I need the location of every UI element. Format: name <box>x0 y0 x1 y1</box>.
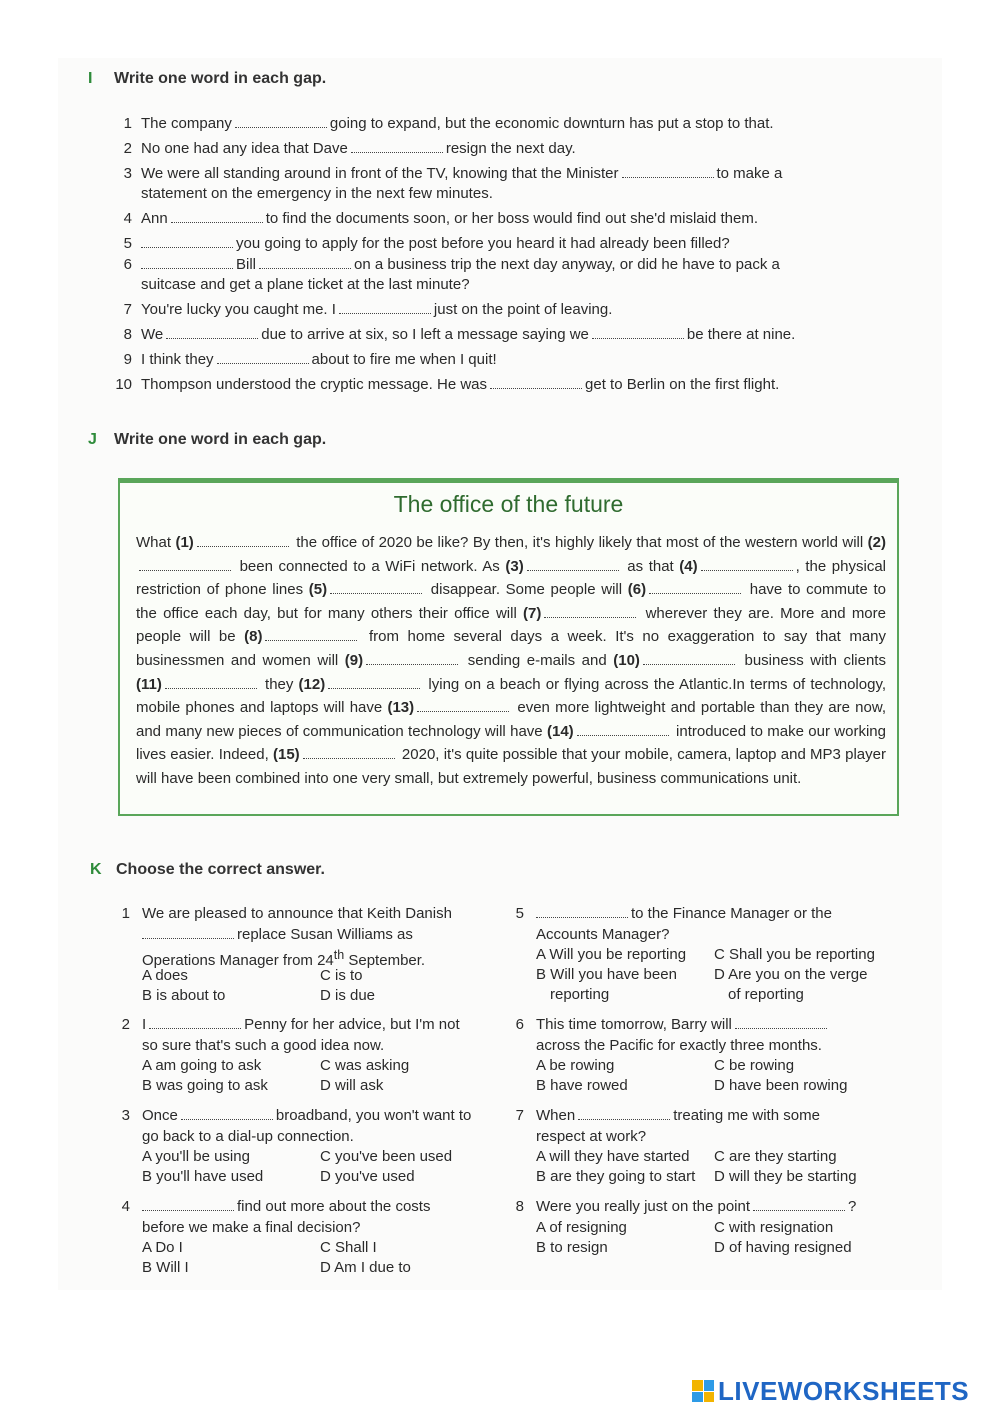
question-text: Penny for her advice, but I'm not <box>244 1016 460 1033</box>
section-letter: I <box>88 70 93 87</box>
question-text: before we make a final decision? <box>142 1218 361 1236</box>
passage-segment: 2020, it's quite possible that your mobile, camera, laptop and MP3 player will have been combined into one very small, but extremely powerful, business communications unit. <box>136 746 886 787</box>
section-letter: K <box>90 861 102 878</box>
question-text: Were you really just on the point <box>536 1198 751 1215</box>
question-number: 7 <box>515 1107 524 1124</box>
item-text: get to Berlin on the first flight. <box>585 376 780 393</box>
option-b[interactable]: B have rowed <box>536 1077 628 1094</box>
answer-gap[interactable] <box>577 722 669 736</box>
item-number: 3 <box>123 165 132 182</box>
option-d[interactable]: D have been rowing <box>714 1077 848 1094</box>
question-text: ? <box>848 1198 857 1215</box>
passage-segment: business with clients <box>737 651 886 669</box>
option-b[interactable]: B is about to <box>142 987 226 1004</box>
item-number: 10 <box>115 376 132 393</box>
answer-gap[interactable] <box>527 557 619 571</box>
item-number: 5 <box>123 235 132 252</box>
passage-segment: introduced to make our working lives easier. Indeed, <box>136 722 886 764</box>
question-number: 2 <box>121 1016 130 1033</box>
answer-gap[interactable] <box>141 234 233 248</box>
question-number: 4 <box>121 1198 130 1215</box>
answer-gap[interactable] <box>649 580 741 594</box>
item-text: No one had any idea that Dave <box>141 140 348 157</box>
passage-text <box>136 531 886 791</box>
gap-number: (13) <box>387 699 415 717</box>
question-text: Operations Manager from 24 <box>142 952 334 969</box>
gap-number: (7) <box>523 604 542 622</box>
item-text: Thompson understood the cryptic message. He was <box>141 376 488 393</box>
item-text: The company <box>141 115 232 132</box>
option-d[interactable]: D Am I due to <box>320 1259 411 1276</box>
answer-gap[interactable] <box>351 139 443 153</box>
gap-number: (15) <box>273 746 300 764</box>
passage-segment: the office of 2020 be like? By then, it's highly likely that most of the western world will <box>291 534 868 551</box>
option-c[interactable]: C you've been used <box>320 1148 453 1165</box>
answer-gap[interactable] <box>142 1197 234 1211</box>
answer-gap[interactable] <box>181 1106 273 1120</box>
answer-gap[interactable] <box>139 557 231 571</box>
logo-text: LIVEWORKSHEETS <box>718 1375 970 1406</box>
question-text: broadband, you won't want to <box>275 1107 472 1124</box>
section-j-heading <box>88 431 326 449</box>
option-c[interactable]: C are they starting <box>714 1148 837 1165</box>
question-number: 6 <box>515 1016 524 1033</box>
gap-number: (6) <box>627 581 647 599</box>
answer-gap[interactable] <box>166 325 258 339</box>
question-text: so sure that's such a good idea now. <box>142 1036 385 1054</box>
answer-gap[interactable] <box>149 1015 241 1029</box>
option-a[interactable]: A am going to ask <box>142 1057 262 1074</box>
answer-gap[interactable] <box>417 698 509 712</box>
option-b[interactable]: B you'll have used <box>142 1168 264 1185</box>
passage-segment: In terms of technology, mobile phones and laptops will have <box>136 675 886 717</box>
option-d[interactable]: D of having resigned <box>714 1239 852 1256</box>
reading-passage-box <box>118 478 899 816</box>
answer-gap[interactable] <box>622 164 714 178</box>
option-c[interactable]: C was asking <box>320 1057 410 1074</box>
gap-number: (10) <box>613 651 640 669</box>
item-number: 9 <box>123 351 132 368</box>
passage-segment: have to commute to the office each day, but for many others their office will <box>136 581 886 622</box>
item-number: 6 <box>123 256 132 273</box>
question-text: We are pleased to announce that Keith Danish <box>142 905 452 922</box>
option-a[interactable]: A you'll be using <box>142 1148 250 1165</box>
answer-gap[interactable] <box>165 675 257 689</box>
item-text: We were all standing around in front of the TV, knowing that the Minister <box>141 165 619 182</box>
item-number: 2 <box>123 140 132 157</box>
passage-segment: What <box>136 534 176 551</box>
answer-gap[interactable] <box>171 209 263 223</box>
passage-title: The office of the future <box>393 491 624 517</box>
question-text: September. <box>344 952 426 969</box>
section-instruction: Write one word in each gap. <box>114 431 327 448</box>
gap-number: (9) <box>344 651 364 669</box>
item-text: I think they <box>141 351 214 368</box>
option-c[interactable]: C with resignation <box>714 1219 834 1236</box>
option-a[interactable]: A Will you be reporting <box>536 946 687 963</box>
item-text: We <box>141 326 164 343</box>
gap-number: (2) <box>867 534 886 551</box>
item-text: due to arrive at six, so I left a message saying we <box>261 326 589 343</box>
answer-gap[interactable] <box>330 580 422 594</box>
answer-gap[interactable] <box>643 651 735 665</box>
passage-segment: as that <box>621 557 680 575</box>
answer-gap[interactable] <box>303 745 395 759</box>
passage-segment: they <box>259 675 299 693</box>
item-text: to make a <box>716 165 783 182</box>
item-text: suitcase and get a plane ticket at the last minute? <box>141 276 470 293</box>
question-text: respect at work? <box>536 1127 647 1145</box>
passage-segment: even more lightweight and portable than they are now, and many new pieces of communication technology will have <box>136 699 887 740</box>
answer-gap[interactable] <box>217 350 309 364</box>
answer-gap[interactable] <box>735 1015 827 1029</box>
question-text: treating me with some <box>673 1107 820 1124</box>
item-number: 1 <box>123 115 132 132</box>
answer-gap[interactable] <box>490 375 582 389</box>
option-b-continued: reporting <box>550 986 610 1003</box>
option-a[interactable]: A be rowing <box>536 1057 615 1074</box>
option-a[interactable]: A of resigning <box>536 1219 627 1236</box>
item-number: 7 <box>123 301 132 318</box>
answer-gap[interactable] <box>544 604 636 618</box>
option-a[interactable]: A will they have started <box>536 1148 690 1165</box>
item-text: Ann <box>141 210 168 227</box>
answer-gap[interactable] <box>753 1197 845 1211</box>
option-d[interactable]: D is due <box>320 987 376 1004</box>
answer-gap[interactable] <box>265 627 357 641</box>
option-b[interactable]: B are they going to start <box>536 1168 696 1185</box>
option-b[interactable]: B to resign <box>536 1239 608 1256</box>
answer-gap[interactable] <box>235 114 327 128</box>
item-text: on a business trip the next day anyway, or did he have to pack a <box>354 256 780 273</box>
item-text: about to fire me when I quit! <box>311 351 497 368</box>
option-c[interactable]: C Shall I <box>320 1239 377 1256</box>
answer-gap[interactable] <box>701 557 793 571</box>
question-number: 1 <box>121 905 130 922</box>
answer-gap[interactable] <box>592 325 684 339</box>
gap-number: (14) <box>546 722 574 740</box>
option-b[interactable]: B Will you have been <box>536 966 677 983</box>
option-d[interactable]: D will they be starting <box>714 1168 857 1185</box>
passage-segment: wherever they are. More and more people will be <box>136 604 886 646</box>
question-number: 3 <box>121 1107 130 1124</box>
option-d[interactable]: D you've used <box>320 1168 415 1185</box>
item-text: resign the next day. <box>445 140 576 157</box>
question-text: find out more about the costs <box>237 1198 431 1215</box>
question-text: I <box>142 1016 147 1033</box>
gap-number: (5) <box>308 581 328 599</box>
gap-number: (12) <box>298 675 326 693</box>
item-text: Bill <box>236 256 257 273</box>
option-c[interactable]: C is to <box>320 967 363 984</box>
gap-number: (4) <box>679 557 698 575</box>
answer-gap[interactable] <box>141 255 233 269</box>
item-number: 8 <box>123 326 132 343</box>
question-text: across the Pacific for exactly three months. <box>536 1036 822 1054</box>
question-text: Accounts Manager? <box>536 925 670 943</box>
passage-segment: from home several days a week. It's no exaggeration to say that many businessmen and women will <box>136 628 886 669</box>
item-number: 4 <box>123 210 132 227</box>
question-text: Once <box>142 1107 178 1124</box>
answer-gap[interactable] <box>197 533 289 547</box>
answer-gap[interactable] <box>536 904 628 918</box>
item-text: just on the point of leaving. <box>433 301 613 318</box>
passage-segment: sending e-mails and <box>461 651 614 669</box>
superscript: th <box>333 948 345 962</box>
option-a[interactable]: A Do I <box>142 1239 183 1256</box>
gap-number: (8) <box>244 628 263 646</box>
liveworksheets-logo <box>692 1377 969 1405</box>
answer-gap[interactable] <box>259 255 351 269</box>
option-d[interactable]: D Are you on the verge <box>714 966 868 983</box>
option-a[interactable]: A does <box>142 967 188 984</box>
gap-number: (11) <box>136 675 162 693</box>
question-text: When <box>536 1107 576 1124</box>
option-b[interactable]: B Will I <box>142 1259 189 1276</box>
option-d-continued: of reporting <box>728 986 804 1003</box>
liveworksheets-logo-icon <box>692 1380 714 1402</box>
item-text: to find the documents soon, or her boss would find out she'd mislaid them. <box>265 210 759 227</box>
option-c[interactable]: C Shall you be reporting <box>714 946 875 963</box>
passage-segment: disappear. Some people will <box>425 581 628 599</box>
question-text: This time tomorrow, Barry will <box>536 1016 732 1033</box>
answer-gap[interactable] <box>366 651 458 665</box>
question-number: 8 <box>515 1198 524 1215</box>
section-instruction: Choose the correct answer. <box>116 861 325 878</box>
answer-gap[interactable] <box>339 300 431 314</box>
passage-segment: , the physical restriction of phone lines <box>136 557 886 599</box>
section-k-heading <box>90 861 325 879</box>
item-text: going to expand, but the economic downturn has put a stop to that. <box>329 115 774 132</box>
answer-gap[interactable] <box>578 1106 670 1120</box>
section-letter: J <box>88 431 97 448</box>
question-text: go back to a dial-up connection. <box>142 1127 354 1145</box>
gap-number: (1) <box>175 534 194 551</box>
answer-gap[interactable] <box>142 925 234 939</box>
option-c[interactable]: C be rowing <box>714 1057 795 1074</box>
item-text: You're lucky you caught me. I <box>141 301 336 318</box>
section-i-heading <box>88 70 326 88</box>
option-d[interactable]: D will ask <box>320 1077 384 1094</box>
question-number: 5 <box>515 905 524 922</box>
question-text: replace Susan Williams as <box>237 925 413 943</box>
gap-number: (3) <box>505 557 524 575</box>
passage-segment: been connected to a WiFi network. As <box>234 557 506 575</box>
item-text: be there at nine. <box>686 326 796 343</box>
section-instruction: Write one word in each gap. <box>114 70 327 87</box>
question-text: to the Finance Manager or the <box>631 905 832 922</box>
option-b[interactable]: B was going to ask <box>142 1077 268 1094</box>
item-text: statement on the emergency in the next few minutes. <box>141 185 493 202</box>
passage-segment: lying on a beach or flying across the Atlantic. <box>423 675 733 693</box>
item-text: you going to apply for the post before you heard it had already been filled? <box>236 235 730 252</box>
answer-gap[interactable] <box>328 675 420 689</box>
